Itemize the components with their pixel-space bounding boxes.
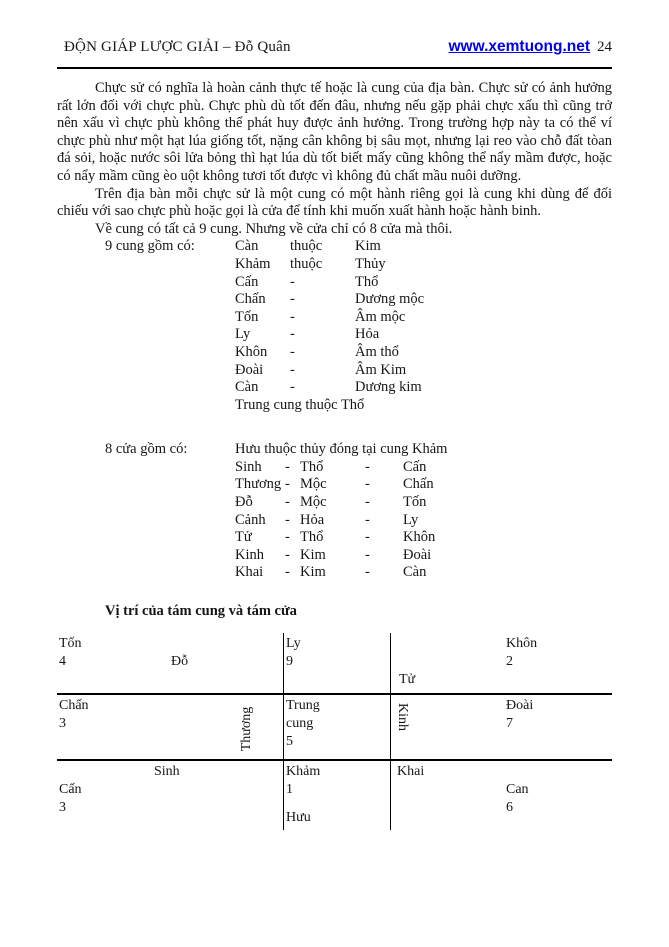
cung-row: [105, 274, 612, 292]
dash: -: [365, 476, 370, 493]
cua-name: Khai: [235, 564, 264, 581]
cung-row: [105, 291, 612, 309]
grid-cell-trung-cung: [286, 697, 320, 751]
cung-row: [105, 362, 612, 380]
cua-list: [105, 441, 612, 582]
cell-number: 1: [286, 782, 293, 798]
dash: -: [365, 494, 370, 511]
cung-rel: -: [290, 326, 295, 343]
cung-element: Âm mộc: [355, 308, 406, 325]
cell-name: Chấn: [59, 698, 89, 714]
cung-row: [105, 238, 612, 256]
header-right: [448, 38, 612, 56]
cua-row: [105, 529, 612, 547]
cell-name: Tốn: [59, 636, 82, 652]
cung-element: Thủy: [355, 255, 386, 272]
cua-cung: Chấn: [403, 476, 434, 493]
cell-name: cung: [286, 716, 314, 732]
cua-row: [105, 547, 612, 565]
grid-label-sinh: Sinh: [154, 764, 180, 780]
cua-row: [105, 476, 612, 494]
grid-cell-kham: [286, 763, 320, 799]
grid-cell-ly: [286, 635, 301, 671]
paragraph-1: Chực sử có nghĩa là hoàn cảnh thực tế hoặc là cung của địa bàn. Chực sử có ảnh hưởng rất lớn đối với chực phù. Chực phù dù tốt đến đâu, nhưng nếu gặp phải chực xấu thì cũng trở nên xấu vì chực phù không thể phát huy được ảnh hưởng. Trong trường hợp này ta có thể ví chực phù như một hạt lúa giống tốt, nặng cân không bị sâu mọt, nhưng lại reo vào chỗ đất tòan đá sỏi, hoặc nước sôi lửa bỏng thì hạt lúa dù tốt biết mấy cũng không thể nẩy mầm được, hoặc có nẩy mầm cũng èo uột không tươi tốt được vì không đủ chất mầu nuôi dưỡng.: [57, 80, 612, 184]
cung-row: [105, 344, 612, 362]
dash: -: [285, 529, 290, 546]
cung-rel: -: [290, 379, 295, 396]
grid-cell-doai: [506, 697, 533, 733]
cell-name: Khảm: [286, 764, 321, 780]
grid-vertical-line: [283, 633, 284, 830]
cua-row: [105, 459, 612, 477]
cua-element: Hỏa: [300, 511, 325, 528]
cung-element: Âm Kim: [355, 361, 407, 378]
cell-number: 3: [59, 800, 66, 816]
cung-name: Ly: [235, 326, 251, 343]
dash: -: [285, 494, 290, 511]
cua-name: Tử: [235, 529, 252, 546]
cell-number: 2: [506, 654, 513, 670]
cua-cung: Cấn: [403, 458, 427, 475]
cung-row-footer: [105, 397, 612, 415]
cua-row: [105, 494, 612, 512]
dash: -: [365, 511, 370, 528]
cung-name: Tốn: [235, 308, 259, 325]
cung-name: Khảm: [235, 255, 271, 272]
cua-cung: Ly: [403, 511, 419, 528]
cung-row: [105, 309, 612, 327]
cung-name: Càn: [235, 238, 259, 255]
cua-element: Mộc: [300, 494, 327, 511]
cung-element: Dương kim: [355, 379, 422, 396]
cung-name: Đoài: [235, 361, 264, 378]
cua-cung: Đoài: [403, 546, 432, 563]
grid-vertical-line: [390, 633, 391, 830]
cua-row: [105, 512, 612, 530]
dash: -: [285, 564, 290, 581]
cung-rel: -: [290, 273, 295, 290]
dash: -: [365, 546, 370, 563]
cell-number: 6: [506, 800, 513, 816]
cua-cung: Khôn: [403, 529, 436, 546]
grid-cell-ton: [59, 635, 82, 671]
cua-name: Sinh: [235, 458, 262, 475]
grid-label-khai: Khai: [397, 764, 425, 780]
cua-element: Kim: [300, 564, 326, 581]
grid-label-thuong-rotated: Thương: [239, 706, 254, 752]
cung-name: Khôn: [235, 343, 268, 360]
grid-cell-can: [59, 781, 82, 817]
cung-row: [105, 256, 612, 274]
grid-horizontal-line: [57, 759, 612, 761]
cua-element: Thổ: [300, 458, 324, 475]
cua-element: Mộc: [300, 476, 327, 493]
cua-list-label: 8 cửa gồm có:: [105, 441, 188, 458]
cung-rel: -: [290, 361, 295, 378]
cung-row: [105, 326, 612, 344]
dash: -: [285, 511, 290, 528]
grid-cell-khon: [506, 635, 537, 671]
cell-name: Ly: [286, 636, 301, 652]
cua-name: Kinh: [235, 546, 264, 563]
cung-list: [105, 238, 612, 414]
cung-list-footer: Trung cung thuộc Thổ: [235, 396, 365, 413]
cua-row: [105, 564, 612, 582]
cung-element: Kim: [355, 238, 381, 255]
cua-row: [105, 441, 612, 459]
paragraph-2: Trên địa bàn mỗi chực sử là một cung có một hành riêng gọi là cung khi dùng để đối chiếu với sao chực phù hoặc gọi là cửa để tính khi muốn xuất hành hoặc hành binh.: [57, 185, 612, 220]
dash: -: [285, 458, 290, 475]
cung-name: Chấn: [235, 291, 266, 308]
page-number: 24: [597, 39, 612, 55]
cell-name: Can: [506, 782, 529, 798]
cung-row: [105, 379, 612, 397]
cung-rel: -: [290, 308, 295, 325]
cua-element: Thổ: [300, 529, 324, 546]
cung-list-label: 9 cung gồm có:: [105, 238, 195, 255]
cua-name: Đỗ: [235, 494, 253, 511]
page-header: [57, 0, 612, 69]
cung-element: Âm thổ: [355, 343, 399, 360]
grid-cell-can-6: [506, 781, 529, 817]
cung-name: Cấn: [235, 273, 259, 290]
cell-number: 7: [506, 716, 513, 732]
grid-horizontal-line: [57, 693, 612, 695]
cua-cung: Tốn: [403, 494, 427, 511]
cell-number: 5: [286, 734, 293, 750]
document-title: ĐỘN GIÁP LƯỢC GIẢI – Đỗ Quân: [64, 39, 291, 55]
dash: -: [285, 546, 290, 563]
grid-label-kinh-rotated: Kinh: [395, 703, 410, 732]
cung-rel: thuộc: [290, 238, 323, 255]
cua-list-intro: Hưu thuộc thủy đóng tại cung Khảm: [235, 441, 448, 458]
cell-name: Cấn: [59, 782, 82, 798]
dash: -: [365, 529, 370, 546]
cell-name: Khôn: [506, 636, 538, 652]
dash: -: [285, 476, 290, 493]
dash: -: [365, 458, 370, 475]
cua-element: Kim: [300, 546, 326, 563]
cua-name: Cảnh: [235, 511, 266, 528]
cell-number: 4: [59, 654, 66, 670]
site-link[interactable]: www.xemtuong.net: [448, 38, 590, 55]
spacer: [57, 414, 612, 441]
paragraph-3: Về cung có tất cả 9 cung. Nhưng về cửa chỉ có 8 cửa mà thôi.: [95, 220, 453, 237]
dash: -: [365, 564, 370, 581]
section-title: Vị trí của tám cung và tám cửa: [105, 603, 297, 620]
grid-cell-chan: [59, 697, 89, 733]
grid-label-tu: Tử: [399, 672, 416, 688]
grid-label-do: Đỗ: [171, 654, 189, 670]
cung-rel: thuộc: [290, 255, 323, 272]
cell-number: 3: [59, 716, 66, 732]
cung-cua-grid: [57, 633, 612, 830]
cung-element: Hỏa: [355, 326, 380, 343]
grid-label-huu: Hưu: [286, 810, 311, 826]
cung-element: Thổ: [355, 273, 379, 290]
cung-rel: -: [290, 291, 295, 308]
cung-name: Càn: [235, 379, 259, 396]
cell-number: 9: [286, 654, 293, 670]
cua-name: Thương: [235, 476, 282, 493]
page-content: [57, 0, 612, 830]
cua-cung: Càn: [403, 564, 427, 581]
cell-name: Đoài: [506, 698, 534, 714]
cung-rel: -: [290, 343, 295, 360]
cell-name: Trung: [286, 698, 320, 714]
cung-element: Dương mộc: [355, 291, 425, 308]
